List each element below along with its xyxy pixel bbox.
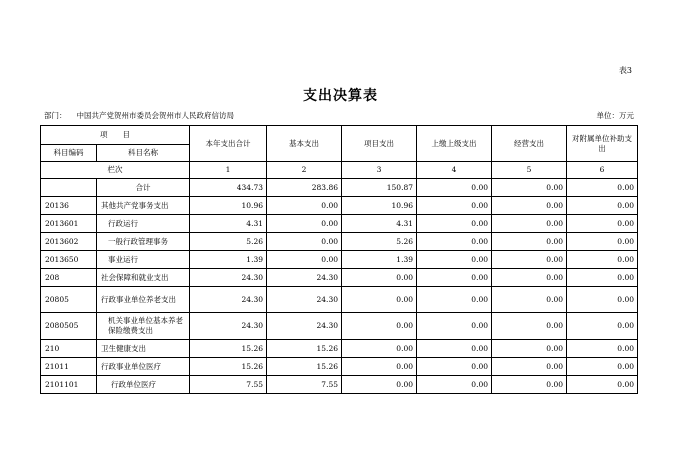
row-project: 150.87: [342, 179, 417, 197]
row-business: 0.00: [492, 287, 567, 313]
col-number-4: 4: [417, 162, 492, 179]
row-business: 0.00: [492, 179, 567, 197]
row-upper: 0.00: [417, 340, 492, 358]
table-row: [41, 197, 638, 215]
table-row: [41, 215, 638, 233]
row-upper: 0.00: [417, 197, 492, 215]
row-business: 0.00: [492, 269, 567, 287]
row-total: 10.96: [190, 197, 267, 215]
table-row: [41, 340, 638, 358]
page-label: 表3: [618, 66, 632, 75]
table-row: [41, 233, 638, 251]
row-project: 0.00: [342, 358, 417, 376]
table-row: [41, 313, 638, 340]
header-business: 经营支出: [492, 126, 567, 162]
col-number-5: 5: [492, 162, 567, 179]
header-total: 本年支出合计: [190, 126, 267, 162]
row-code: 2080505: [41, 313, 97, 340]
row-upper: 0.00: [417, 215, 492, 233]
header-item: 项 目: [41, 126, 190, 145]
row-subsidy: 0.00: [567, 376, 638, 394]
row-project: 0.00: [342, 287, 417, 313]
department-name: 中国共产党贺州市委员会贺州市人民政府信访局: [76, 111, 234, 120]
row-name: 卫生健康支出: [97, 340, 190, 358]
header-subsidy: 对附属单位补助支出: [567, 126, 638, 162]
row-name: 机关事业单位基本养老保险缴费支出: [97, 313, 190, 340]
row-project: 0.00: [342, 313, 417, 340]
header-upper: 上缴上级支出: [417, 126, 492, 162]
row-basic: 24.30: [267, 269, 342, 287]
row-upper: 0.00: [417, 313, 492, 340]
row-total: 434.73: [190, 179, 267, 197]
row-total: 15.26: [190, 340, 267, 358]
row-name: 行政运行: [97, 215, 190, 233]
row-basic: 7.55: [267, 376, 342, 394]
unit-label: 单位：万元: [596, 111, 634, 120]
row-project: 0.00: [342, 376, 417, 394]
row-upper: 0.00: [417, 287, 492, 313]
row-name: 行政事业单位养老支出: [97, 287, 190, 313]
row-upper: 0.00: [417, 269, 492, 287]
row-subsidy: 0.00: [567, 179, 638, 197]
row-total: 1.39: [190, 251, 267, 269]
row-code: 20805: [41, 287, 97, 313]
header-name: 科目名称: [97, 145, 190, 162]
row-total: 24.30: [190, 269, 267, 287]
row-code: 2013601: [41, 215, 97, 233]
table-row: [41, 251, 638, 269]
row-project: 0.00: [342, 340, 417, 358]
row-total: 24.30: [190, 313, 267, 340]
table-row: [41, 269, 638, 287]
row-name: 合计: [97, 179, 190, 197]
row-basic: 0.00: [267, 251, 342, 269]
row-name: 其他共产党事务支出: [97, 197, 190, 215]
table-row: [41, 358, 638, 376]
row-name: 社会保障和就业支出: [97, 269, 190, 287]
row-name: 一般行政管理事务: [97, 233, 190, 251]
row-business: 0.00: [492, 340, 567, 358]
row-code: 2013650: [41, 251, 97, 269]
row-upper: 0.00: [417, 233, 492, 251]
row-upper: 0.00: [417, 376, 492, 394]
expenditure-table: [40, 125, 638, 394]
row-subsidy: 0.00: [567, 358, 638, 376]
department-line: [44, 110, 244, 121]
row-code: 2101101: [41, 376, 97, 394]
row-project: 5.26: [342, 233, 417, 251]
row-subsidy: 0.00: [567, 269, 638, 287]
row-project: 10.96: [342, 197, 417, 215]
row-subsidy: 0.00: [567, 233, 638, 251]
row-total: 15.26: [190, 358, 267, 376]
row-name: 事业运行: [97, 251, 190, 269]
row-business: 0.00: [492, 358, 567, 376]
row-name: 行政事业单位医疗: [97, 358, 190, 376]
row-upper: 0.00: [417, 251, 492, 269]
table-row: [41, 376, 638, 394]
row-business: 0.00: [492, 376, 567, 394]
table-row: [41, 179, 638, 197]
page-title: 支出决算表: [303, 88, 378, 104]
row-total: 5.26: [190, 233, 267, 251]
row-subsidy: 0.00: [567, 197, 638, 215]
row-code: 21011: [41, 358, 97, 376]
row-subsidy: 0.00: [567, 251, 638, 269]
row-project: 1.39: [342, 251, 417, 269]
col-number-2: 2: [267, 162, 342, 179]
row-upper: 0.00: [417, 358, 492, 376]
row-basic: 0.00: [267, 197, 342, 215]
row-code: 20136: [41, 197, 97, 215]
row-basic: 24.30: [267, 313, 342, 340]
row-code: [41, 179, 97, 197]
row-business: 0.00: [492, 197, 567, 215]
row-subsidy: 0.00: [567, 287, 638, 313]
row-business: 0.00: [492, 233, 567, 251]
header-project: 项目支出: [342, 126, 417, 162]
row-basic: 15.26: [267, 340, 342, 358]
header-row-col: 栏次: [41, 162, 190, 179]
row-subsidy: 0.00: [567, 340, 638, 358]
row-subsidy: 0.00: [567, 313, 638, 340]
row-subsidy: 0.00: [567, 215, 638, 233]
col-number-6: 6: [567, 162, 638, 179]
department-label: 部门：: [44, 111, 67, 120]
col-number-1: 1: [190, 162, 267, 179]
row-code: 2013602: [41, 233, 97, 251]
row-name: 行政单位医疗: [97, 376, 190, 394]
row-upper: 0.00: [417, 179, 492, 197]
row-business: 0.00: [492, 313, 567, 340]
row-basic: 283.86: [267, 179, 342, 197]
row-business: 0.00: [492, 251, 567, 269]
row-basic: 0.00: [267, 215, 342, 233]
row-project: 0.00: [342, 269, 417, 287]
row-total: 4.31: [190, 215, 267, 233]
header-basic: 基本支出: [267, 126, 342, 162]
row-total: 24.30: [190, 287, 267, 313]
row-basic: 15.26: [267, 358, 342, 376]
col-number-3: 3: [342, 162, 417, 179]
table-row: [41, 287, 638, 313]
header-code: 科目编码: [41, 145, 97, 162]
row-basic: 0.00: [267, 233, 342, 251]
row-code: 210: [41, 340, 97, 358]
row-business: 0.00: [492, 215, 567, 233]
row-code: 208: [41, 269, 97, 287]
row-total: 7.55: [190, 376, 267, 394]
row-basic: 24.30: [267, 287, 342, 313]
row-project: 4.31: [342, 215, 417, 233]
